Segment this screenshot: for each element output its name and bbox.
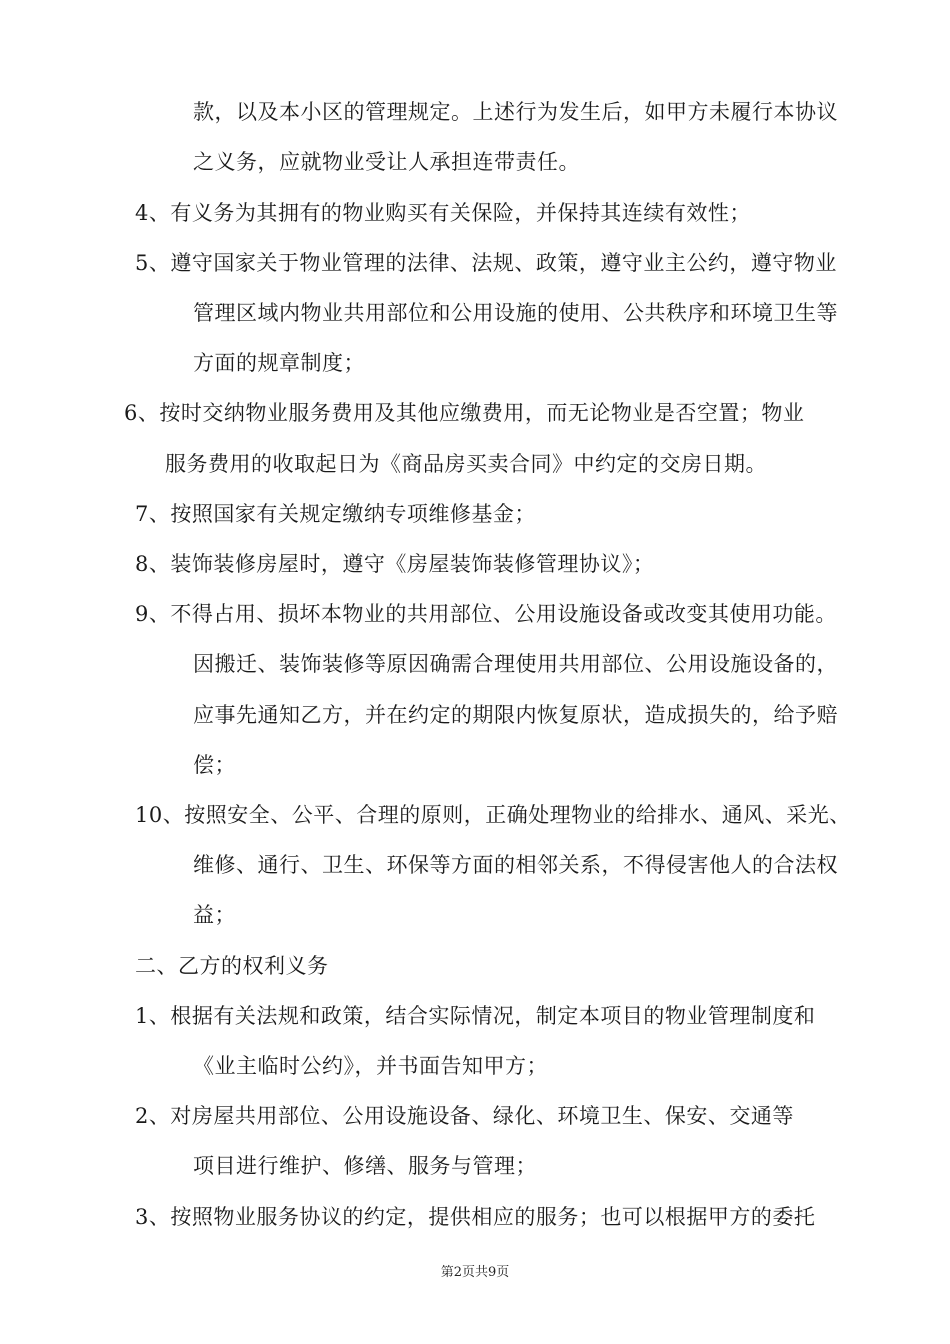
b-item-2-cont: 项目进行维护、修缮、服务与管理； (193, 1154, 537, 1178)
page-footer: 第2页共9页 (440, 1265, 510, 1280)
b-item-1: 1、根据有关法规和政策，结合实际情况，制定本项目的物业管理制度和 (135, 1004, 816, 1028)
b-item-2: 2、对房屋共用部位、公用设施设备、绿化、环境卫生、保安、交通等 (135, 1104, 794, 1128)
item-5-cont-2: 方面的规章制度； (193, 351, 365, 375)
b-item-3: 3、按照物业服务协议的约定，提供相应的服务；也可以根据甲方的委托 (135, 1205, 816, 1229)
item-9-cont-1: 因搬迁、装饰装修等原因确需合理使用共用部位、公用设施设备的， (193, 652, 838, 676)
item-6-cont: 服务费用的收取起日为《商品房买卖合同》中约定的交房日期。 (165, 452, 767, 476)
item-10: 10、按照安全、公平、合理的原则，正确处理物业的给排水、通风、采光、 (135, 803, 851, 827)
item-9: 9、不得占用、损坏本物业的共用部位、公用设施设备或改变其使用功能。 (135, 602, 837, 626)
item-9-cont-3: 偿； (193, 753, 236, 777)
text-line-2: 之义务，应就物业受让人承担连带责任。 (193, 150, 580, 174)
item-5: 5、遵守国家关于物业管理的法律、法规、政策，遵守业主公约，遵守物业 (135, 251, 837, 275)
item-6: 6、按时交纳物业服务费用及其他应缴费用，而无论物业是否空置；物业 (124, 401, 805, 425)
item-8: 8、装饰装修房屋时，遵守《房屋装饰装修管理协议》； (135, 552, 655, 576)
item-4: 4、有义务为其拥有的物业购买有关保险，并保持其连续有效性； (135, 201, 751, 225)
b-item-1-cont: 《业主临时公约》，并书面告知甲方； (193, 1054, 548, 1078)
item-7: 7、按照国家有关规定缴纳专项维修基金； (135, 502, 536, 526)
item-10-cont-1: 维修、通行、卫生、环保等方面的相邻关系，不得侵害他人的合法权 (193, 853, 838, 877)
text-line-1: 款，以及本小区的管理规定。上述行为发生后，如甲方未履行本协议 (193, 100, 838, 124)
item-5-cont-1: 管理区域内物业共用部位和公用设施的使用、公共秩序和环境卫生等 (193, 301, 838, 325)
item-9-cont-2: 应事先通知乙方，并在约定的期限内恢复原状，造成损失的，给予赔 (193, 703, 838, 727)
item-10-cont-2: 益； (193, 903, 236, 927)
section-heading-2: 二、乙方的权利义务 (135, 954, 329, 978)
